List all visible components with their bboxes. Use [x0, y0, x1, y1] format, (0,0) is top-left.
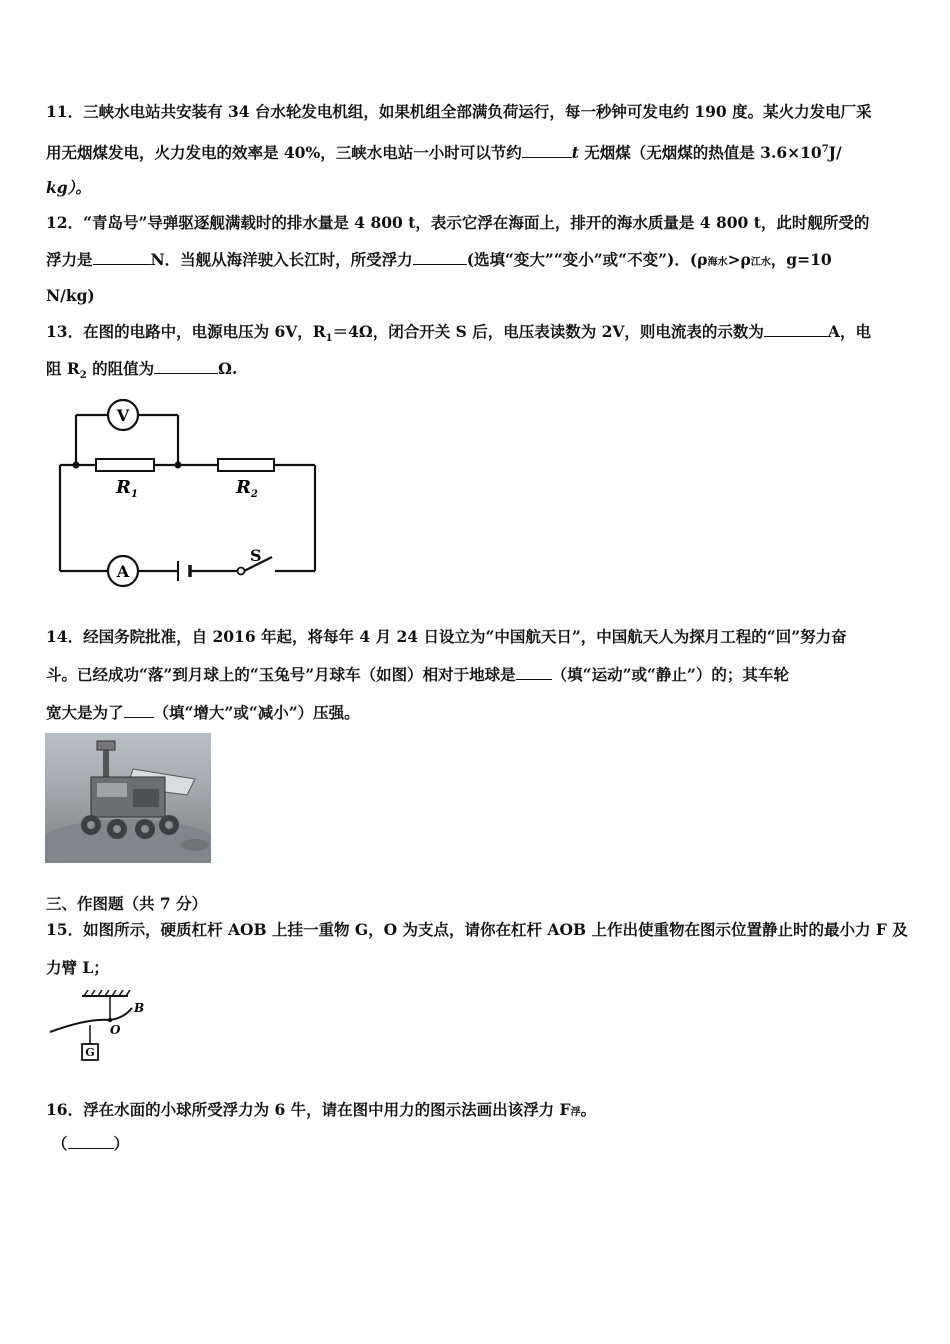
answer-blank[interactable]: [522, 143, 572, 158]
voltmeter-label: V: [116, 406, 130, 425]
weight-label: G: [85, 1046, 95, 1059]
q13-line2: 阻 $R_2$ 的阻值为 Ω.: [46, 359, 238, 382]
r1-label: $R_1$: [116, 477, 138, 500]
lunar-rover-photo: [45, 733, 211, 863]
answer-blank[interactable]: [124, 703, 154, 718]
lever-diagram: [48, 990, 158, 1070]
answer-blank[interactable]: [413, 250, 467, 265]
r2-label: $R_2$: [236, 477, 258, 500]
q14-line1: 14．经国务院批准，自 2016 年起，将每年 4 月 24 日设立为“中国航天日”，中国航天人为探月工程的“回”努力奋: [46, 627, 847, 646]
q11-line3: kg）。: [46, 178, 91, 197]
switch-label: S: [250, 546, 262, 565]
q11-line2: 用无烟煤发电，火力发电的效率是 40%，三峡水电站一小时可以节约 t 无烟煤（无烟煤的热值是 $3.6\times 10^7J/$: [46, 143, 842, 163]
lever-label-o: O: [110, 1023, 121, 1037]
answer-blank[interactable]: [68, 1134, 114, 1149]
circuit-diagram: [50, 395, 325, 590]
q12-line3: N/kg): [46, 286, 95, 305]
resistor-r1: [96, 459, 154, 471]
pivot-point: [108, 1018, 112, 1022]
q13-line1: 13．在图的电路中，电源电压为 6V，$R_1=4\Omega$，闭合开关 S 后，电压表读数为 2V，则电流表的示数为 A，电: [46, 322, 871, 345]
lever-label-b: B: [134, 1001, 145, 1015]
resistor-r2: [218, 459, 274, 471]
section-heading: 三、作图题（共 7 分）: [46, 894, 208, 913]
junction-dot: [175, 462, 182, 469]
q12-line2: 浮力是 N．当舰从海洋驶入长江时，所受浮力 (选填“变大”“变小”或“不变”)．(ρ海水>ρ江水，g=10: [46, 250, 832, 269]
junction-dot: [73, 462, 80, 469]
q11-line1: 11．三峡水电站共安装有 34 台水轮发电机组，如果机组全部满负荷运行，每一秒钟可发电约 190 度。某火力发电厂采: [46, 102, 872, 121]
answer-blank[interactable]: [154, 359, 218, 374]
rover-illustration: [45, 733, 211, 863]
q16-line1: 16．浮在水面的小球所受浮力为 6 牛，请在图中用力的图示法画出该浮力 F浮。: [46, 1100, 597, 1119]
answer-blank[interactable]: [516, 665, 552, 680]
q15-line2: 力臂 L；: [46, 958, 109, 977]
answer-blank[interactable]: [93, 250, 151, 265]
q14-line3: 宽大是为了 （填“增大”或“减小”）压强。: [46, 703, 360, 722]
q12-line1: 12．“青岛号”导弹驱逐舰满载时的排水量是 4 800 t，表示它浮在海面上，排开的海水质量是 4 800 t，此时舰所受的: [46, 213, 870, 232]
switch-pivot: [238, 568, 245, 575]
ammeter-label: A: [116, 562, 130, 581]
q14-line2: 斗。已经成功“落”到月球上的“玉兔号”月球车（如图）相对于地球是 （填“运动”或“静止”）的；其车轮: [46, 665, 789, 684]
q15-line1: 15．如图所示，硬质杠杆 AOB 上挂一重物 G，O 为支点，请你在杠杆 AOB 上作出使重物在图示位置静止时的最小力 F 及: [46, 920, 908, 939]
q16-answer: （ ）: [52, 1134, 130, 1153]
answer-blank[interactable]: [764, 322, 828, 337]
